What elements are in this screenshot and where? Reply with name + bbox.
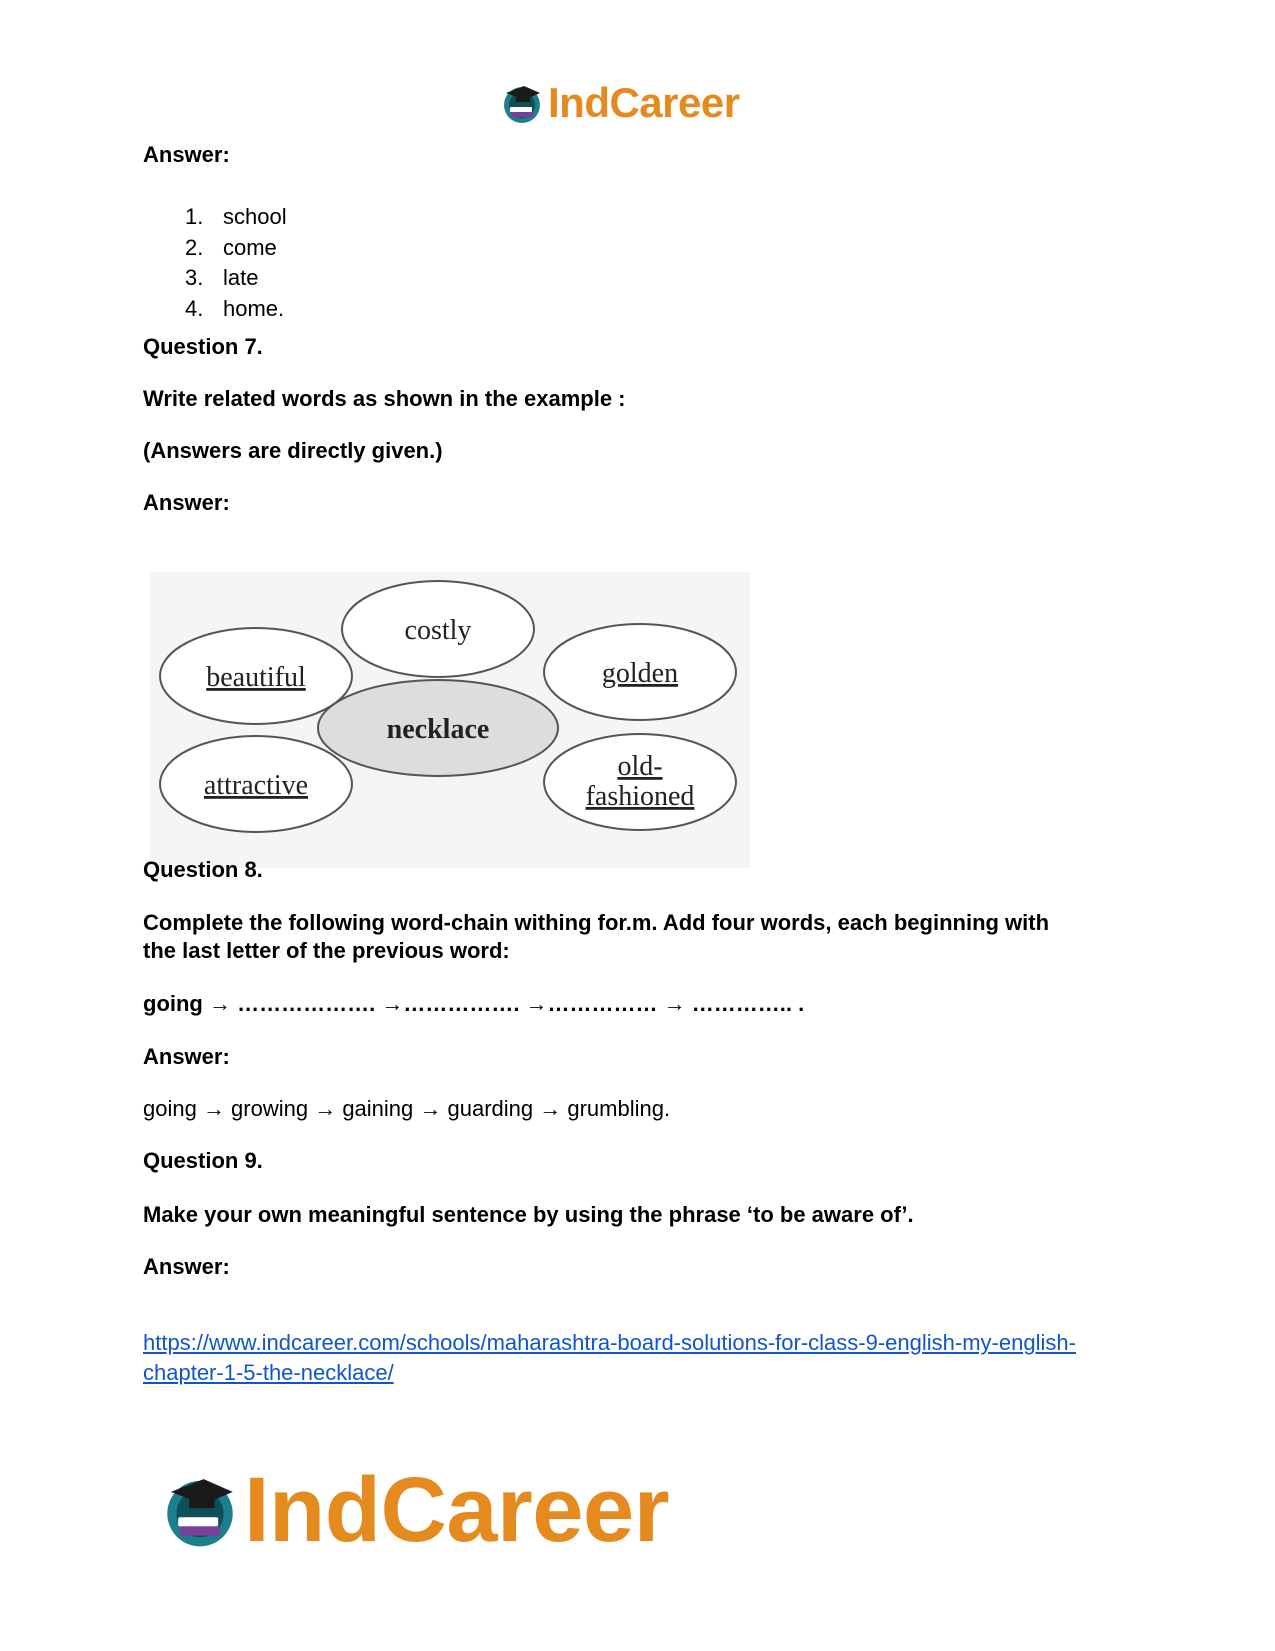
source-link[interactable] [143, 1328, 1076, 1388]
logo-wordmark: IndCareer [548, 79, 740, 126]
list-item: 4. home. [185, 295, 285, 321]
answer-list [185, 202, 287, 324]
word-costly: costly [404, 615, 472, 646]
question-8-chain: going → ………………. →……………. →…………… → ………….. . [143, 991, 805, 1016]
source-link-line1[interactable]: https://www.indcareer.com/schools/maharashtra-board-solutions-for-class-9-english-my-english- [143, 1330, 1076, 1355]
footer-logo [160, 1459, 669, 1561]
word-web-diagram [150, 572, 750, 868]
question-8-title: Question 8. [143, 857, 263, 882]
word-golden: golden [601, 658, 679, 689]
question-8-answer: going → growing → gaining → guarding → grumbling. [143, 1096, 671, 1121]
header-logo [500, 78, 740, 128]
list-item: 1. school [185, 204, 287, 229]
question-9-answer-label: Answer: [143, 1254, 230, 1279]
question-9-prompt: Make your own meaningful sentence by using the phrase ‘to be aware of’. [143, 1202, 914, 1227]
word-beautiful: beautiful [206, 662, 306, 693]
question-8-prompt-line2: the last letter of the previous word: [143, 938, 510, 963]
word-old: old- [617, 751, 663, 782]
question-8-prompt-line1: Complete the following word-chain withing for.m. Add four words, each beginning with [143, 910, 1050, 935]
question-7-prompt: Write related words as shown in the example : [143, 386, 626, 411]
list-item: 2. come [185, 234, 277, 260]
question-7-title: Question 7. [143, 334, 263, 359]
graduation-cap-icon [160, 1470, 240, 1550]
word-necklace: necklace [386, 714, 490, 745]
question-7-answer-label: Answer: [143, 490, 230, 515]
word-attractive: attractive [203, 770, 309, 801]
word-fashioned: fashioned [585, 781, 695, 812]
question-8-answer-label: Answer: [143, 1044, 230, 1069]
source-link-line2[interactable]: chapter-1-5-the-necklace/ [143, 1360, 394, 1385]
list-item: 3. late [185, 265, 259, 290]
logo-wordmark: IndCareer [244, 1459, 669, 1561]
graduation-cap-icon [500, 81, 544, 125]
question-9-title: Question 9. [143, 1148, 263, 1173]
question-7-note: (Answers are directly given.) [143, 438, 443, 463]
answer-label: Answer: [143, 142, 230, 167]
